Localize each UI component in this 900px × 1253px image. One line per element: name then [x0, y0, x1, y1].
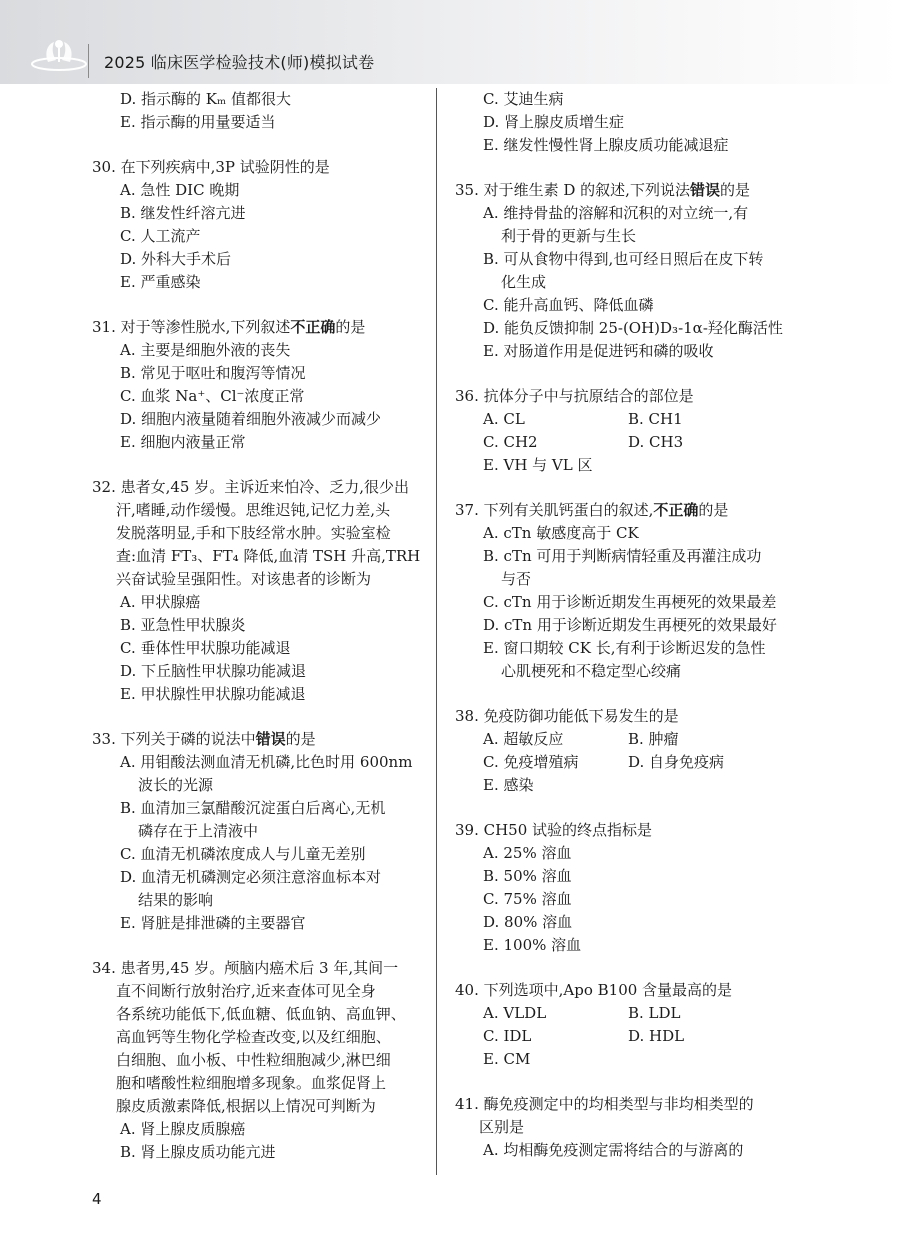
option: D. CH3 [628, 433, 684, 451]
option: D. 血清无机磷测定必须注意溶血标本对 [120, 868, 382, 886]
option: A. 急性 DIC 晚期 [120, 181, 240, 199]
question-stem: 39. CH50 试验的终点指标是 [455, 821, 653, 839]
option: B. 亚急性甲状腺炎 [120, 616, 246, 634]
option: D. 能负反馈抑制 25-(OH)D₃-1α-羟化酶活性 [483, 319, 783, 337]
option-row [455, 1002, 800, 1025]
option: C. 血浆 Na⁺、Cl⁻浓度正常 [120, 387, 305, 405]
question-31 [92, 316, 437, 454]
stem-text: 的是 [698, 501, 729, 519]
option: C. IDL [483, 1027, 532, 1045]
option-row [455, 408, 800, 431]
option: C. 人工流产 [120, 227, 201, 245]
option-continued: 心肌梗死和不稳定型心绞痛 [501, 662, 682, 680]
option: A. 甲状腺癌 [120, 593, 201, 611]
option: E. 100% 溶血 [483, 936, 582, 954]
header-title: 2025 临床医学检验技术(师)模拟试卷 [104, 53, 375, 72]
option-continued: 磷存在于上清液中 [138, 822, 259, 840]
option: E. 指示酶的用量要适当 [120, 113, 276, 131]
stem-text: 31. 对于等渗性脱水,下列叙述 [92, 318, 291, 336]
question-34-tail [455, 88, 800, 157]
option-continued: 结果的影响 [138, 891, 214, 909]
question-stem [455, 179, 800, 202]
question-38 [455, 705, 800, 797]
page-number: 4 [92, 1190, 102, 1208]
question-32 [92, 476, 437, 706]
question-stem: 各系统功能低下,低血糖、低血钠、高血钾、 [116, 1005, 406, 1023]
option: E. 甲状腺性甲状腺功能减退 [120, 685, 306, 703]
left-column [92, 88, 437, 1164]
option: D. 外科大手术后 [120, 250, 232, 268]
option: B. 50% 溶血 [483, 867, 572, 885]
stem-text: 33. 下列关于磷的说法中 [92, 730, 256, 748]
question-34 [92, 957, 437, 1164]
question-stem: 直不间断行放射治疗,近来查体可见全身 [116, 982, 376, 1000]
option: C. 能升高血钙、降低血磷 [483, 296, 654, 314]
header-divider [88, 44, 89, 78]
option: A. 维持骨盐的溶解和沉积的对立统一,有 [483, 204, 749, 222]
option: E. CM [483, 1050, 531, 1068]
question-30 [92, 156, 437, 294]
option: D. 肾上腺皮质增生症 [483, 113, 625, 131]
option: B. 血清加三氯醋酸沉淀蛋白后离心,无机 [120, 799, 386, 817]
option: D. 指示酶的 Kₘ 值都很大 [120, 90, 291, 108]
option: B. 可从食物中得到,也可经日照后在皮下转 [483, 250, 764, 268]
question-36 [455, 385, 800, 477]
option: C. CH2 [483, 433, 538, 451]
option-row [455, 728, 800, 751]
option: A. VLDL [483, 1004, 547, 1022]
question-stem: 36. 抗体分子中与抗原结合的部位是 [455, 387, 694, 405]
option: D. cTn 用于诊断近期发生再梗死的效果最好 [483, 616, 777, 634]
stem-emphasis: 错误 [255, 730, 286, 748]
question-stem: 胞和嗜酸性粒细胞增多现象。血浆促肾上 [116, 1074, 387, 1092]
option: B. 继发性纤溶亢进 [120, 204, 246, 222]
option: A. 均相酶免疫测定需将结合的与游离的 [483, 1141, 744, 1159]
option: D. 下丘脑性甲状腺功能减退 [120, 662, 307, 680]
stem-text: 37. 下列有关肌钙蛋白的叙述, [455, 501, 654, 519]
stem-emphasis: 不正确 [290, 318, 336, 336]
option: D. 自身免疫病 [628, 753, 725, 771]
question-29-tail [92, 88, 437, 134]
option: B. LDL [628, 1004, 681, 1022]
option: A. cTn 敏感度高于 CK [483, 524, 639, 542]
question-stem: 汗,嗜睡,动作缓慢。思维迟钝,记忆力差,头 [116, 501, 391, 519]
option: C. 免疫增殖病 [483, 753, 579, 771]
option: A. 超敏反应 [483, 730, 564, 748]
question-37 [455, 499, 800, 683]
stem-text: 的是 [335, 318, 366, 336]
page-header [0, 0, 900, 84]
option-continued: 利于骨的更新与生长 [501, 227, 637, 245]
right-column [455, 88, 800, 1162]
publisher-logo-icon [30, 34, 88, 74]
option: E. 对肠道作用是促进钙和磷的吸收 [483, 342, 714, 360]
option-row [455, 1025, 800, 1048]
option-continued: 与否 [501, 570, 532, 588]
question-39 [455, 819, 800, 957]
question-stem: 发脱落明显,手和下肢经常水肿。实验室检 [116, 524, 391, 542]
question-stem: 白细胞、血小板、中性粒细胞减少,淋巴细 [116, 1051, 391, 1069]
option-row [455, 751, 800, 774]
question-35 [455, 179, 800, 363]
option: C. 75% 溶血 [483, 890, 572, 908]
option: B. 肿瘤 [628, 730, 679, 748]
option: D. HDL [628, 1027, 685, 1045]
option: E. 严重感染 [120, 273, 201, 291]
question-stem: 30. 在下列疾病中,3P 试验阴性的是 [92, 158, 330, 176]
question-41 [455, 1093, 800, 1162]
option: C. 艾迪生病 [483, 90, 564, 108]
question-stem [92, 316, 437, 339]
option: A. CL [483, 410, 525, 428]
question-stem: 34. 患者男,45 岁。颅脑内癌术后 3 年,其间一 [92, 959, 399, 977]
stem-emphasis: 不正确 [653, 501, 699, 519]
question-stem: 查:血清 FT₃、FT₄ 降低,血清 TSH 升高,TRH [116, 547, 421, 565]
option: D. 80% 溶血 [483, 913, 573, 931]
question-stem [92, 728, 437, 751]
question-stem: 兴奋试验呈强阳性。对该患者的诊断为 [116, 570, 372, 588]
option: B. 肾上腺皮质功能亢进 [120, 1143, 276, 1161]
option: B. CH1 [628, 410, 683, 428]
question-stem: 41. 酶免疫测定中的均相类型与非均相类型的 [455, 1095, 754, 1113]
question-33 [92, 728, 437, 935]
option: E. 感染 [483, 776, 534, 794]
option: C. cTn 用于诊断近期发生再梗死的效果最差 [483, 593, 777, 611]
option: C. 垂体性甲状腺功能减退 [120, 639, 291, 657]
option: E. 细胞内液量正常 [120, 433, 246, 451]
option: A. 主要是细胞外液的丧失 [120, 341, 291, 359]
option-continued: 波长的光源 [138, 776, 214, 794]
stem-text: 35. 对于维生素 D 的叙述,下列说法 [455, 181, 690, 199]
option-row [455, 431, 800, 454]
option: A. 用钼酸法测血清无机磷,比色时用 600nm [120, 753, 413, 771]
stem-text: 的是 [285, 730, 316, 748]
option: E. 继发性慢性肾上腺皮质功能减退症 [483, 136, 729, 154]
question-40 [455, 979, 800, 1071]
option: A. 肾上腺皮质腺癌 [120, 1120, 246, 1138]
option-continued: 化生成 [501, 273, 547, 291]
question-stem [455, 499, 800, 522]
option: B. 常见于呕吐和腹泻等情况 [120, 364, 306, 382]
option: E. VH 与 VL 区 [483, 456, 593, 474]
option: B. cTn 可用于判断病情轻重及再灌注成功 [483, 547, 762, 565]
question-stem: 区别是 [479, 1118, 525, 1136]
option: E. 窗口期较 CK 长,有利于诊断迟发的急性 [483, 639, 766, 657]
option: D. 细胞内液量随着细胞外液减少而减少 [120, 410, 382, 428]
question-stem: 腺皮质激素降低,根据以上情况可判断为 [116, 1097, 376, 1115]
question-stem: 32. 患者女,45 岁。主诉近来怕冷、乏力,很少出 [92, 478, 410, 496]
stem-text: 的是 [719, 181, 750, 199]
question-stem: 40. 下列选项中,Apo B100 含量最高的是 [455, 981, 733, 999]
question-stem: 38. 免疫防御功能低下易发生的是 [455, 707, 679, 725]
option: C. 血清无机磷浓度成人与儿童无差别 [120, 845, 366, 863]
option: A. 25% 溶血 [483, 844, 572, 862]
stem-emphasis: 错误 [689, 181, 720, 199]
question-stem: 高血钙等生物化学检查改变,以及红细胞、 [116, 1028, 391, 1046]
option: E. 肾脏是排泄磷的主要器官 [120, 914, 306, 932]
